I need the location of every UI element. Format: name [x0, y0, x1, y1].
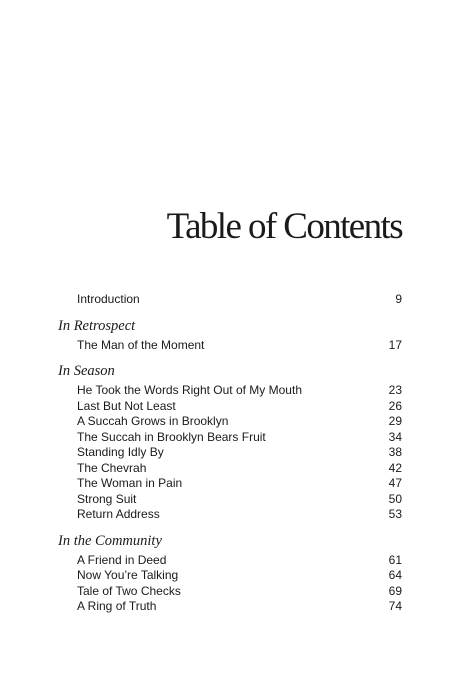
section-heading: In Retrospect — [58, 317, 136, 334]
toc-entry-page: 64 — [388, 568, 402, 582]
toc-entry — [58, 414, 402, 430]
toc-entry — [58, 507, 402, 523]
toc-entry-page: 38 — [388, 445, 402, 459]
toc-section-in-season — [58, 362, 402, 523]
section-heading: In Season — [58, 363, 115, 379]
toc-entry-page: 42 — [388, 460, 402, 475]
toc-entry-title: Standing Idly By — [77, 445, 164, 459]
toc-entry-title: The Succah in Brooklyn Bears Fruit — [77, 429, 266, 444]
section-heading: In the Community — [58, 532, 162, 549]
toc-section-in-retrospect — [58, 317, 402, 354]
toc-entry — [58, 445, 402, 461]
toc-entry — [58, 430, 402, 446]
toc-entry-page: 47 — [388, 476, 402, 490]
toc-entry-title: The Woman in Pain — [77, 476, 183, 490]
toc-entry-title: A Ring of Truth — [77, 599, 157, 613]
toc-entry — [58, 383, 402, 399]
toc-entry — [58, 399, 402, 415]
toc-entry-title: A Friend in Deed — [77, 552, 167, 567]
toc-entry-title: Now You’re Talking — [77, 568, 179, 582]
toc-section-in-the-community — [58, 532, 402, 615]
toc-entry — [58, 461, 402, 477]
toc-entry-page: 50 — [388, 491, 402, 506]
toc-entry — [58, 584, 402, 600]
toc-entry-page: 74 — [388, 599, 402, 613]
toc-entry — [58, 338, 402, 354]
toc-entry — [58, 476, 402, 492]
toc-entry — [58, 568, 402, 584]
toc-entry-title: Introduction — [77, 292, 140, 306]
toc-entry — [58, 553, 402, 569]
toc-entry-introduction — [58, 292, 402, 308]
toc-entry-title: Strong Suit — [77, 491, 137, 506]
page-title: Table of Contents — [166, 206, 402, 247]
toc-entry-title: Last But Not Least — [77, 398, 176, 413]
table-of-contents — [58, 292, 402, 615]
toc-entry-page: 17 — [388, 337, 402, 352]
toc-entry-title: He Took the Words Right Out of My Mouth — [77, 383, 302, 397]
toc-entry-page: 34 — [388, 429, 402, 444]
toc-entry-page: 29 — [388, 414, 402, 428]
toc-entry-title: The Man of the Moment — [77, 337, 205, 352]
toc-entry — [58, 492, 402, 508]
toc-entry — [58, 599, 402, 615]
toc-entry-page: 26 — [388, 398, 402, 413]
toc-entry-title: Tale of Two Checks — [77, 583, 181, 598]
toc-entry-title: Return Address — [77, 507, 160, 521]
toc-entry-title: The Chevrah — [77, 460, 147, 475]
toc-entry-page: 9 — [395, 292, 402, 306]
toc-entry-page: 69 — [388, 583, 402, 598]
toc-entry-page: 23 — [388, 383, 402, 397]
toc-entry-page: 61 — [388, 552, 402, 567]
toc-entry-page: 53 — [388, 507, 402, 521]
toc-entry-title: A Succah Grows in Brooklyn — [77, 414, 229, 428]
